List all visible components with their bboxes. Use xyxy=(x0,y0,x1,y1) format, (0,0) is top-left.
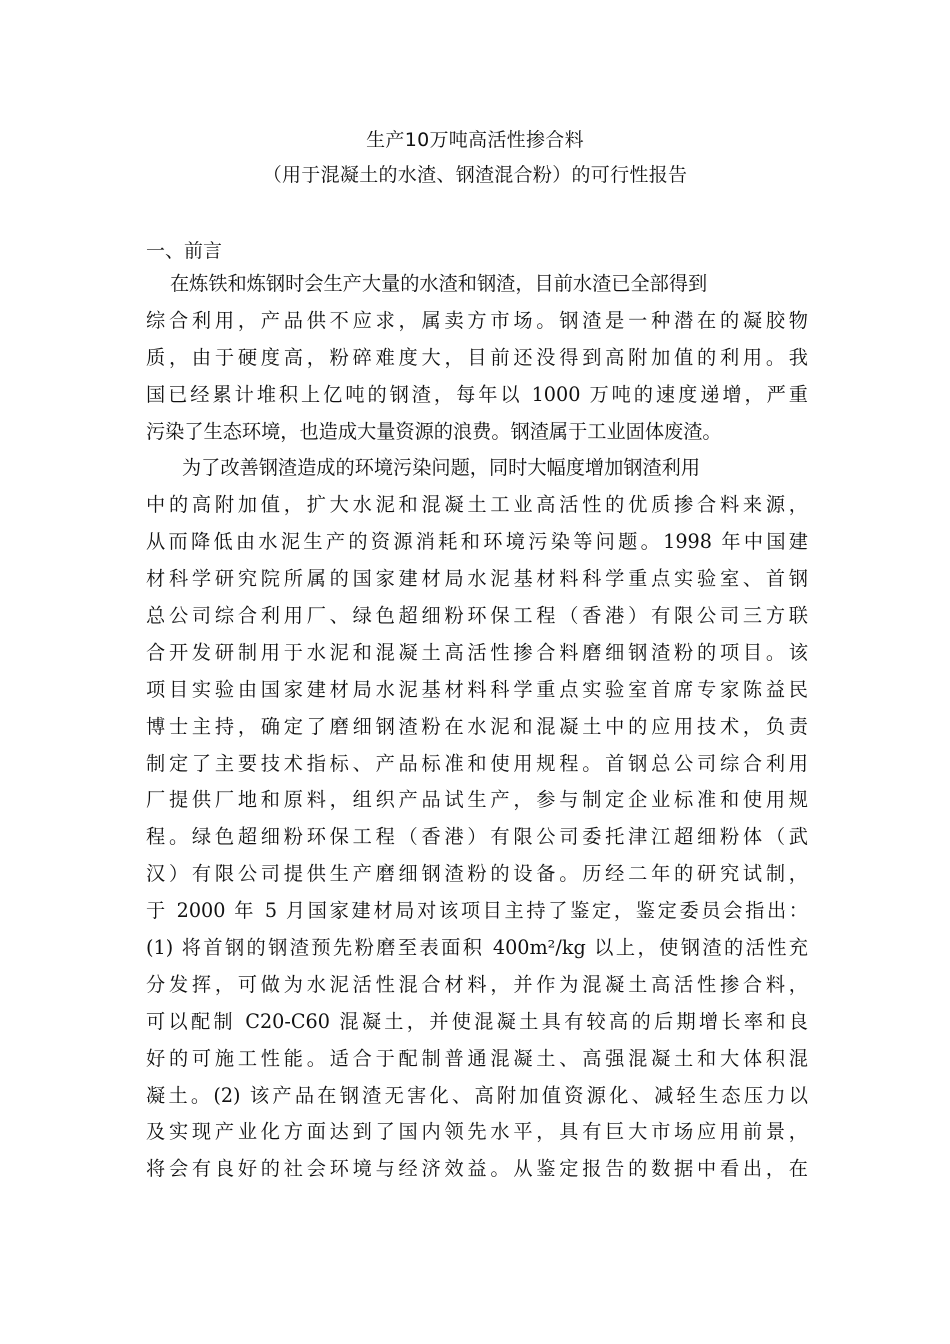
body-line: 国已经累计堆积上亿吨的钢渣，每年以 1000 万吨的速度递增，严重 xyxy=(146,382,808,406)
body-line: 于 2000 年 5 月国家建材局对该项目主持了鉴定，鉴定委员会指出： xyxy=(146,899,808,923)
body-line: 综合利用，产品供不应求，属卖方市场。钢渣是一种潜在的凝胶物 xyxy=(146,308,808,332)
body-line: 及实现产业化方面达到了国内领先水平，具有巨大市场应用前景， xyxy=(146,1120,808,1144)
body-line: 质，由于硬度高，粉碎难度大，目前还没得到高附加值的利用。我 xyxy=(146,345,808,369)
body-line: 污染了生态环境，也造成大量资源的浪费。钢渣属于工业固体废渣。 xyxy=(146,419,722,443)
document-title-line-2: （用于混凝土的水渣、钢渣混合粉）的可行性报告 xyxy=(262,164,688,186)
body-line: 制定了主要技术指标、产品标准和使用规程。首钢总公司综合利用 xyxy=(146,751,808,775)
body-line: 中的高附加值，扩大水泥和混凝土工业高活性的优质掺合料来源， xyxy=(146,493,808,517)
body-text xyxy=(146,266,808,1188)
body-line: 总公司综合利用厂、绿色超细粉环保工程（香港）有限公司三方联 xyxy=(146,604,808,628)
body-line: 可以配制 C20-C60 混凝土，并使混凝土具有较高的后期增长率和良 xyxy=(146,1009,808,1033)
body-line: 博士主持，确定了磨细钢渣粉在水泥和混凝土中的应用技术，负责 xyxy=(146,714,808,738)
body-line: 分发挥，可做为水泥活性混合材料，并作为混凝土高活性掺合料， xyxy=(146,972,808,996)
body-line: 程。绿色超细粉环保工程（香港）有限公司委托津江超细粉体（武 xyxy=(146,825,808,849)
body-line: 凝土。(2) 该产品在钢渣无害化、高附加值资源化、减轻生态压力以 xyxy=(146,1083,808,1107)
body-line: 好的可施工性能。适合于配制普通混凝土、高强混凝土和大体积混 xyxy=(146,1046,808,1070)
body-line: 从而降低由水泥生产的资源消耗和环境污染等问题。1998 年中国建 xyxy=(146,530,808,554)
section-heading-preface: 一、前言 xyxy=(146,240,223,262)
body-line: 为了改善钢渣造成的环境污染问题，同时大幅度增加钢渣利用 xyxy=(182,456,701,480)
body-line: 在炼铁和炼钢时会生产大量的水渣和钢渣，目前水渣已全部得到 xyxy=(170,272,708,295)
body-line: 厂提供厂地和原料，组织产品试生产，参与制定企业标准和使用规 xyxy=(146,788,808,812)
body-line: 将会有良好的社会环境与经济效益。从鉴定报告的数据中看出，在 xyxy=(146,1157,808,1181)
body-line: 汉）有限公司提供生产磨细钢渣粉的设备。历经二年的研究试制， xyxy=(146,862,808,886)
body-line: 合开发研制用于水泥和混凝土高活性掺合料磨细钢渣粉的项目。该 xyxy=(146,640,808,664)
body-line: 材科学研究院所属的国家建材局水泥基材料科学重点实验室、首钢 xyxy=(146,567,808,591)
body-line: (1) 将首钢的钢渣预先粉磨至表面积 400m²/kg 以上，使钢渣的活性充 xyxy=(146,936,808,960)
document-title-line-1: 生产10万吨高活性掺合料 xyxy=(366,129,584,151)
body-line: 项目实验由国家建材局水泥基材料科学重点实验室首席专家陈益民 xyxy=(146,677,808,701)
